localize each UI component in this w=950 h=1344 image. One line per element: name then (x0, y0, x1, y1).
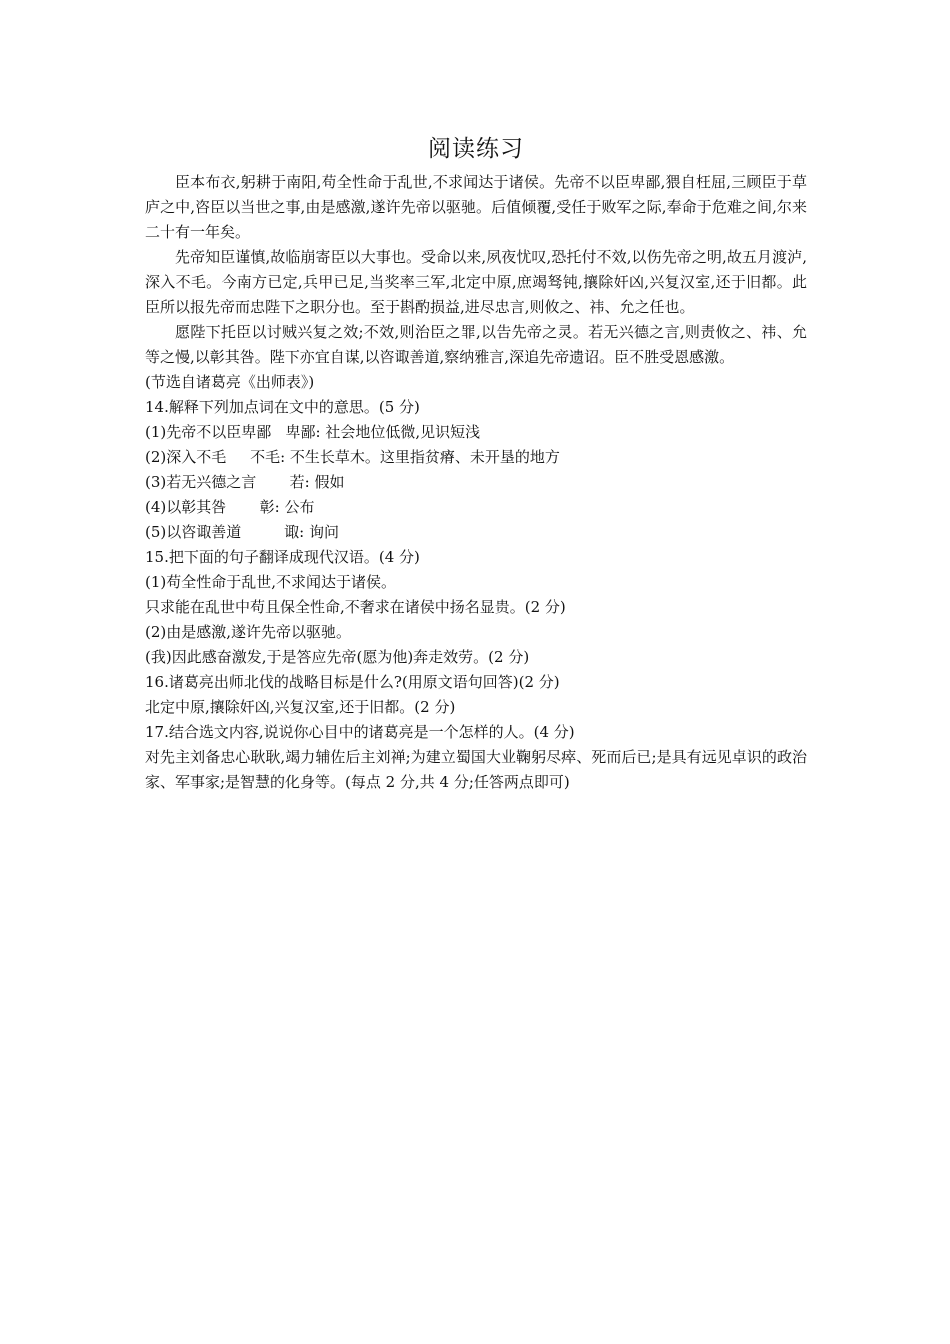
passage-paragraph-3: 愿陛下托臣以讨贼兴复之效;不效,则治臣之罪,以告先帝之灵。若无兴德之言,则责攸之、祎、允等之慢,以彰其咎。陛下亦宜自谋,以咨诹善道,察纳雅言,深追先帝遗诏。臣不胜受恩感激。 (145, 323, 807, 366)
question-15-item-1: (1)苟全性命于乱世,不求闻达于诸侯。 (145, 573, 397, 591)
question-14-item-5: (5)以咨诹善道 诹: 询问 (145, 523, 339, 541)
question-15-answer-2: (我)因此感奋激发,于是答应先帝(愿为他)奔走效劳。(2 分) (145, 648, 530, 666)
passage-paragraph-1: 臣本布衣,躬耕于南阳,苟全性命于乱世,不求闻达于诸侯。先帝不以臣卑鄙,猥自枉屈,三顾臣于草庐之中,咨臣以当世之事,由是感激,遂许先帝以驱驰。后值倾覆,受任于败军之际,奉命于危难之间,尔来二十有一年矣。 (145, 173, 807, 241)
question-15-item-2: (2)由是感激,遂许先帝以驱驰。 (145, 623, 352, 641)
question-16-heading: 16.诸葛亮出师北伐的战略目标是什么?(用原文语句回答)(2 分) (145, 673, 560, 691)
question-14-heading: 14.解释下列加点词在文中的意思。(5 分) (145, 398, 420, 416)
question-16-answer: 北定中原,攘除奸凶,兴复汉室,还于旧都。(2 分) (145, 698, 456, 716)
question-14-item-2: (2)深入不毛 不毛: 不生长草木。这里指贫瘠、未开垦的地方 (145, 448, 560, 466)
question-14-item-1: (1)先帝不以臣卑鄙 卑鄙: 社会地位低微,见识短浅 (145, 423, 481, 441)
passage-source: (节选自诸葛亮《出师表》) (145, 373, 315, 391)
question-17-answer: 对先主刘备忠心耿耿,竭力辅佐后主刘禅;为建立蜀国大业鞠躬尽瘁、死而后已;是具有远见卓识的政治家、军事家;是智慧的化身等。(每点 2 分,共 4 分;任答两点即可) (145, 748, 807, 791)
question-14-item-3: (3)若无兴德之言 若: 假如 (145, 473, 345, 491)
question-17-heading: 17.结合选文内容,说说你心目中的诸葛亮是一个怎样的人。(4 分) (145, 723, 575, 741)
question-14-item-4: (4)以彰其咎 彰: 公布 (145, 498, 315, 516)
passage-paragraph-2: 先帝知臣谨慎,故临崩寄臣以大事也。受命以来,夙夜忧叹,恐托付不效,以伤先帝之明,故五月渡泸,深入不毛。今南方已定,兵甲已足,当奖率三军,北定中原,庶竭驽钝,攘除奸凶,兴复汉室,还于旧都。此臣所以报先帝而忠陛下之职分也。至于斟酌损益,进尽忠言,则攸之、祎、允之任也。 (145, 248, 807, 316)
document-title: 阅读练习 (428, 136, 524, 162)
question-15-heading: 15.把下面的句子翻译成现代汉语。(4 分) (145, 548, 420, 566)
question-15-answer-1: 只求能在乱世中苟且保全性命,不奢求在诸侯中扬名显贵。(2 分) (145, 598, 566, 616)
document-page (145, 132, 807, 795)
